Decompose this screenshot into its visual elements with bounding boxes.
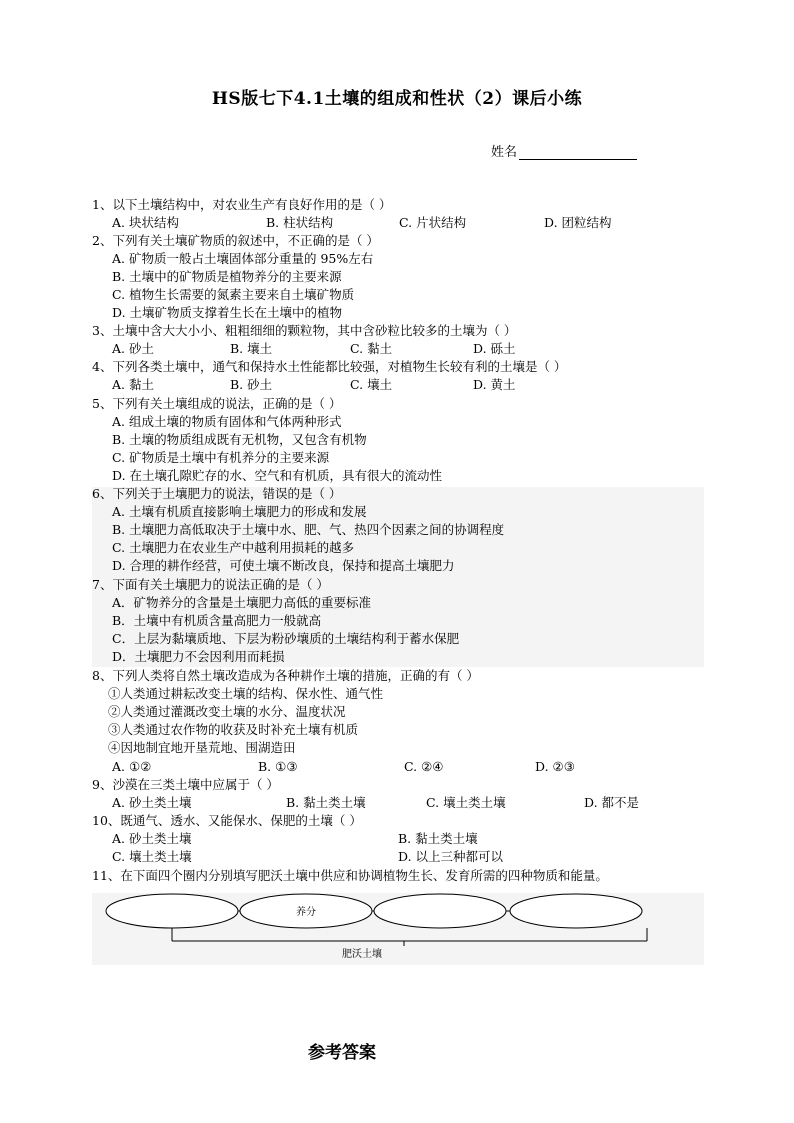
question-1-option-a[interactable]: A. 块状结构 (112, 215, 179, 230)
question-10-option-d[interactable]: D. 以上三种都可以 (398, 849, 504, 864)
question-3-option-c[interactable]: C. 黏土 (350, 341, 393, 356)
question-2-option-a[interactable]: A. 矿物质一般占土壤固体部分重量的 95%左右 (112, 251, 374, 266)
question-10-option-a[interactable]: A. 砂土类土壤 (112, 831, 192, 846)
question-1-option-d[interactable]: D. 团粒结构 (544, 215, 612, 230)
oval-3[interactable] (374, 894, 506, 928)
fertile-soil-diagram (92, 893, 704, 965)
question-2-option-c[interactable]: C. 植物生长需要的氮素主要来自土壤矿物质 (112, 287, 355, 302)
question-8-stem: 8、下列人类将自然土壤改造成为各种耕作土壤的措施，正确的有（ ） (92, 668, 479, 683)
oval-1[interactable] (106, 894, 238, 928)
question-2-option-b[interactable]: B. 土壤中的矿物质是植物养分的主要来源 (112, 269, 342, 284)
answer-section-title: 参考答案 (308, 1043, 376, 1063)
question-5-option-b[interactable]: B. 土壤的物质组成既有无机物，又包含有机物 (112, 432, 367, 447)
question-10-stem: 10、既通气、透水、又能保水、保肥的土壤（ ） (92, 813, 362, 828)
page-title: HS版七下4.1土壤的组成和性状（2）课后小练 (211, 89, 583, 109)
question-4-stem: 4、下列各类土壤中，通气和保持水土性能都比较强，对植物生长较有利的土壤是（ ） (92, 359, 567, 374)
question-3-option-d[interactable]: D. 砾土 (473, 341, 516, 356)
question-9-stem: 9、沙漠在三类土壤中应属于（ ） (92, 777, 279, 792)
name-field (491, 141, 637, 160)
question-6-option-b[interactable]: B. 土壤肥力高低取决于土壤中水、肥、气、热四个因素之间的协调程度 (112, 522, 505, 537)
question-5-stem: 5、下列有关土壤组成的说法，正确的是（ ） (92, 396, 342, 411)
name-blank-line[interactable] (519, 145, 637, 160)
question-8-option-d[interactable]: D. ②③ (535, 759, 575, 774)
question-6-option-d[interactable]: D. 合理的耕作经营，可使土壤不断改良，保持和提高土壤肥力 (112, 558, 455, 573)
name-label: 姓名 (491, 145, 518, 160)
diagram-svg (92, 893, 704, 965)
question-1-option-c[interactable]: C. 片状结构 (399, 215, 467, 230)
question-3-option-b[interactable]: B. 壤土 (230, 341, 273, 356)
question-9-option-b[interactable]: B. 黏土类土壤 (286, 795, 366, 810)
question-6-option-a[interactable]: A. 土壤有机质直接影响土壤肥力的形成和发展 (112, 504, 367, 519)
question-10-option-c[interactable]: C. 壤土类土壤 (112, 849, 192, 864)
question-5-option-c[interactable]: C. 矿物质是土壤中有机养分的主要来源 (112, 450, 330, 465)
question-7-option-d[interactable]: D．土壤肥力不会因利用而耗损 (112, 649, 285, 664)
question-4-option-c[interactable]: C. 壤土 (350, 377, 393, 392)
question-8-option-b[interactable]: B. ①③ (258, 759, 298, 774)
question-9-option-c[interactable]: C. 壤土类土壤 (426, 795, 506, 810)
question-9-option-a[interactable]: A. 砂土类土壤 (112, 795, 192, 810)
question-3-stem: 3、土壤中含大大小小、粗粗细细的颗粒物，其中含砂粒比较多的土壤为（ ） (92, 323, 517, 338)
question-7-option-c[interactable]: C．上层为黏壤质地、下层为粉砂壤质的土壤结构利于蓄水保肥 (112, 631, 460, 646)
question-4-option-a[interactable]: A. 黏土 (112, 377, 154, 392)
question-4-option-d[interactable]: D. 黄土 (473, 377, 516, 392)
question-8-item-4: ④因地制宜地开垦荒地、围湖造田 (108, 740, 296, 755)
question-8-option-c[interactable]: C. ②④ (404, 759, 444, 774)
question-6-option-c[interactable]: C. 土壤肥力在农业生产中越利用损耗的越多 (112, 540, 355, 555)
question-8-item-1: ①人类通过耕耘改变土壤的结构、保水性、通气性 (108, 686, 384, 701)
question-1-stem: 1、以下土壤结构中，对农业生产有良好作用的是（ ） (92, 197, 392, 212)
diagram-bottom-label: 肥沃土壤 (342, 949, 382, 960)
question-6-stem: 6、下列关于土壤肥力的说法，错误的是（ ） (92, 486, 342, 501)
question-3-option-a[interactable]: A. 砂土 (112, 341, 154, 356)
question-10-option-b[interactable]: B. 黏土类土壤 (398, 831, 478, 846)
question-11-stem: 11、在下面四个圈内分别填写肥沃土壤中供应和协调植物生长、发育所需的四种物质和能量。 (92, 868, 608, 883)
question-8-item-3: ③人类通过农作物的收获及时补充土壤有机质 (108, 722, 359, 737)
question-5-option-d[interactable]: D. 在土壤孔隙贮存的水、空气和有机质，具有很大的流动性 (112, 468, 443, 483)
question-7-option-b[interactable]: B．土壤中有机质含量高肥力一般就高 (112, 613, 322, 628)
question-7-option-a[interactable]: A．矿物养分的含量是土壤肥力高低的重要标准 (112, 595, 372, 610)
question-7-stem: 7、下面有关土壤肥力的说法正确的是（ ） (92, 577, 329, 592)
question-8-option-a[interactable]: A. ①② (112, 759, 152, 774)
question-9-option-d[interactable]: D. 都不是 (584, 795, 640, 810)
question-5-option-a[interactable]: A. 组成土壤的物质有固体和气体两种形式 (112, 414, 342, 429)
question-8-item-2: ②人类通过灌溉改变土壤的水分、温度状况 (108, 704, 346, 719)
oval-2-label: 养分 (296, 907, 316, 918)
question-1-option-b[interactable]: B. 柱状结构 (266, 215, 334, 230)
question-2-stem: 2、下列有关土壤矿物质的叙述中，不正确的是（ ） (92, 233, 379, 248)
oval-4[interactable] (510, 894, 642, 928)
question-4-option-b[interactable]: B. 砂土 (230, 377, 273, 392)
question-2-option-d[interactable]: D. 土壤矿物质支撑着生长在土壤中的植物 (112, 305, 343, 320)
